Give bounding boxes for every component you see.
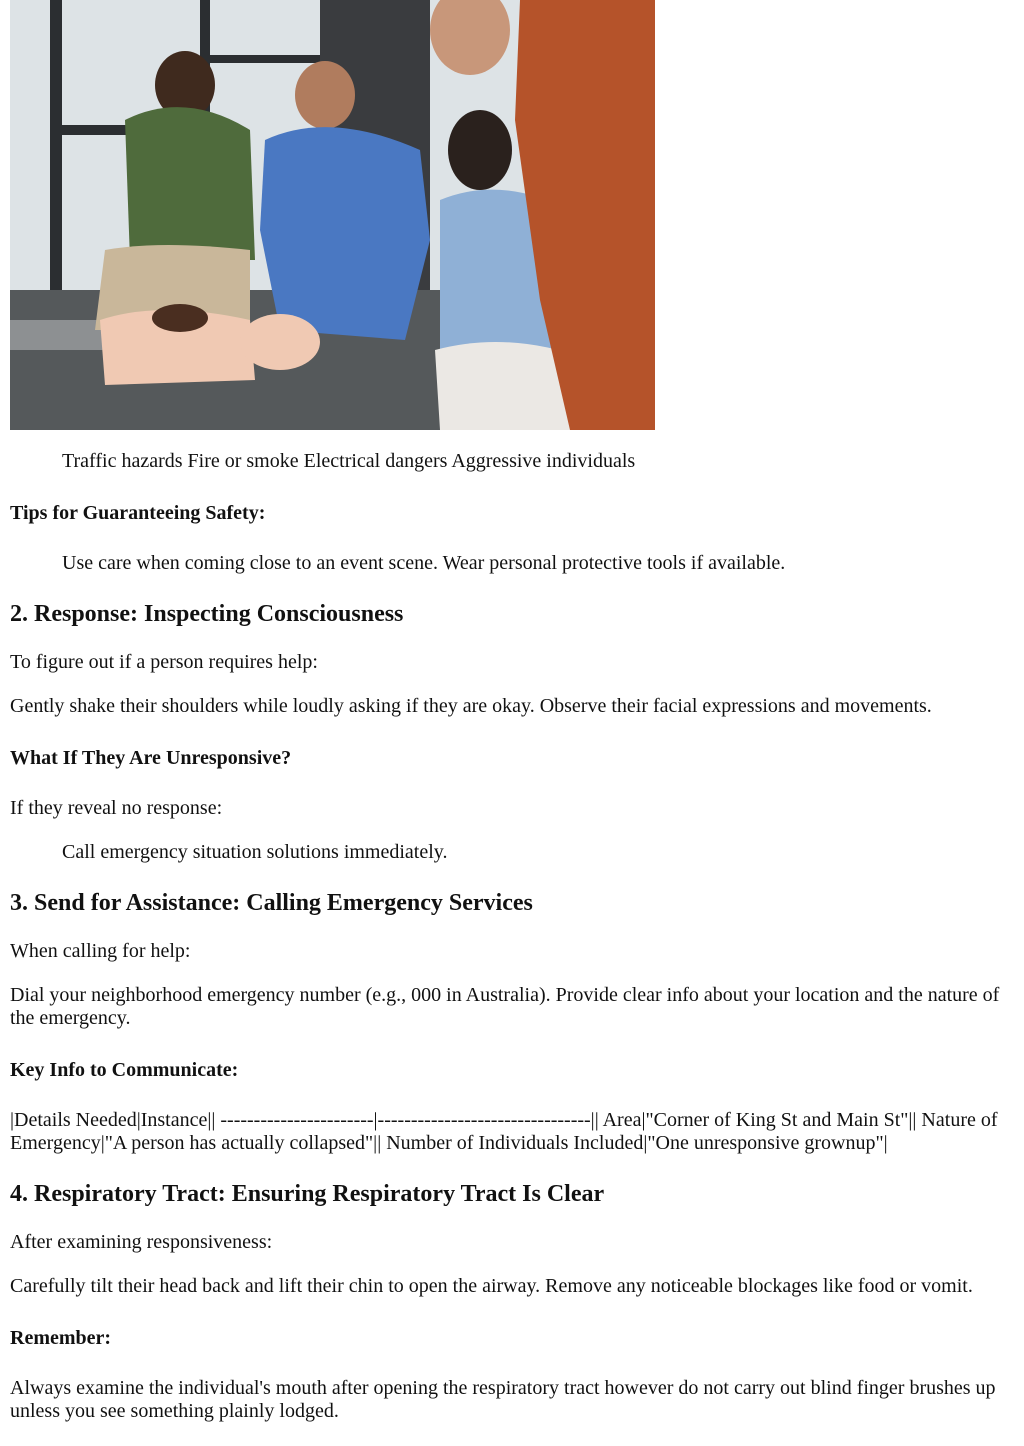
hazards-list: Traffic hazards Fire or smoke Electrical dangers Aggressive individuals [62,450,636,472]
section-3-heading: 3. Send for Assistance: Calling Emergency Services [10,890,533,916]
cpr-training-illustration [10,0,655,430]
section-2-intro: To figure out if a person requires help: [10,651,318,673]
section-2-sub-intro: If they reveal no response: [10,797,223,819]
section-4-subheading: Remember: [10,1327,112,1349]
section-3-table-text: |Details Needed|Instance|| -----------------------|--------------------------------|| Area|"Corner of King St and Main St"|| Nature of Emergency|"A person has actually collapsed"|| Number of Individuals Included|"One unresponsive grownup"| [10,1109,998,1154]
section-2-body: Gently shake their shoulders while loudly asking if they are okay. Observe their facial expressions and movements. [10,695,932,717]
section-3-body: Dial your neighborhood emergency number (e.g., 000 in Australia). Provide clear info about your location and the nature of the emergency. [10,984,1000,1029]
tips-heading: Tips for Guaranteeing Safety: [10,502,266,524]
cpr-training-photo [10,0,655,430]
section-2-subheading: What If They Are Unresponsive? [10,747,292,769]
section-3-subheading: Key Info to Communicate: [10,1059,239,1081]
section-2-heading: 2. Response: Inspecting Consciousness [10,601,404,627]
tips-list: Use care when coming close to an event scene. Wear personal protective tools if available. [62,552,786,574]
section-4-body: Carefully tilt their head back and lift their chin to open the airway. Remove any noticeable blockages like food or vomit. [10,1275,973,1297]
section-4-heading: 4. Respiratory Tract: Ensuring Respiratory Tract Is Clear [10,1181,605,1207]
section-2-sub-item: Call emergency situation solutions immediately. [62,841,448,863]
section-3-intro: When calling for help: [10,940,191,962]
section-4-intro: After examining responsiveness: [10,1231,273,1253]
section-4-note: Always examine the individual's mouth after opening the respiratory tract however do not carry out blind finger brushes up unless you see something plainly lodged. [10,1377,996,1422]
